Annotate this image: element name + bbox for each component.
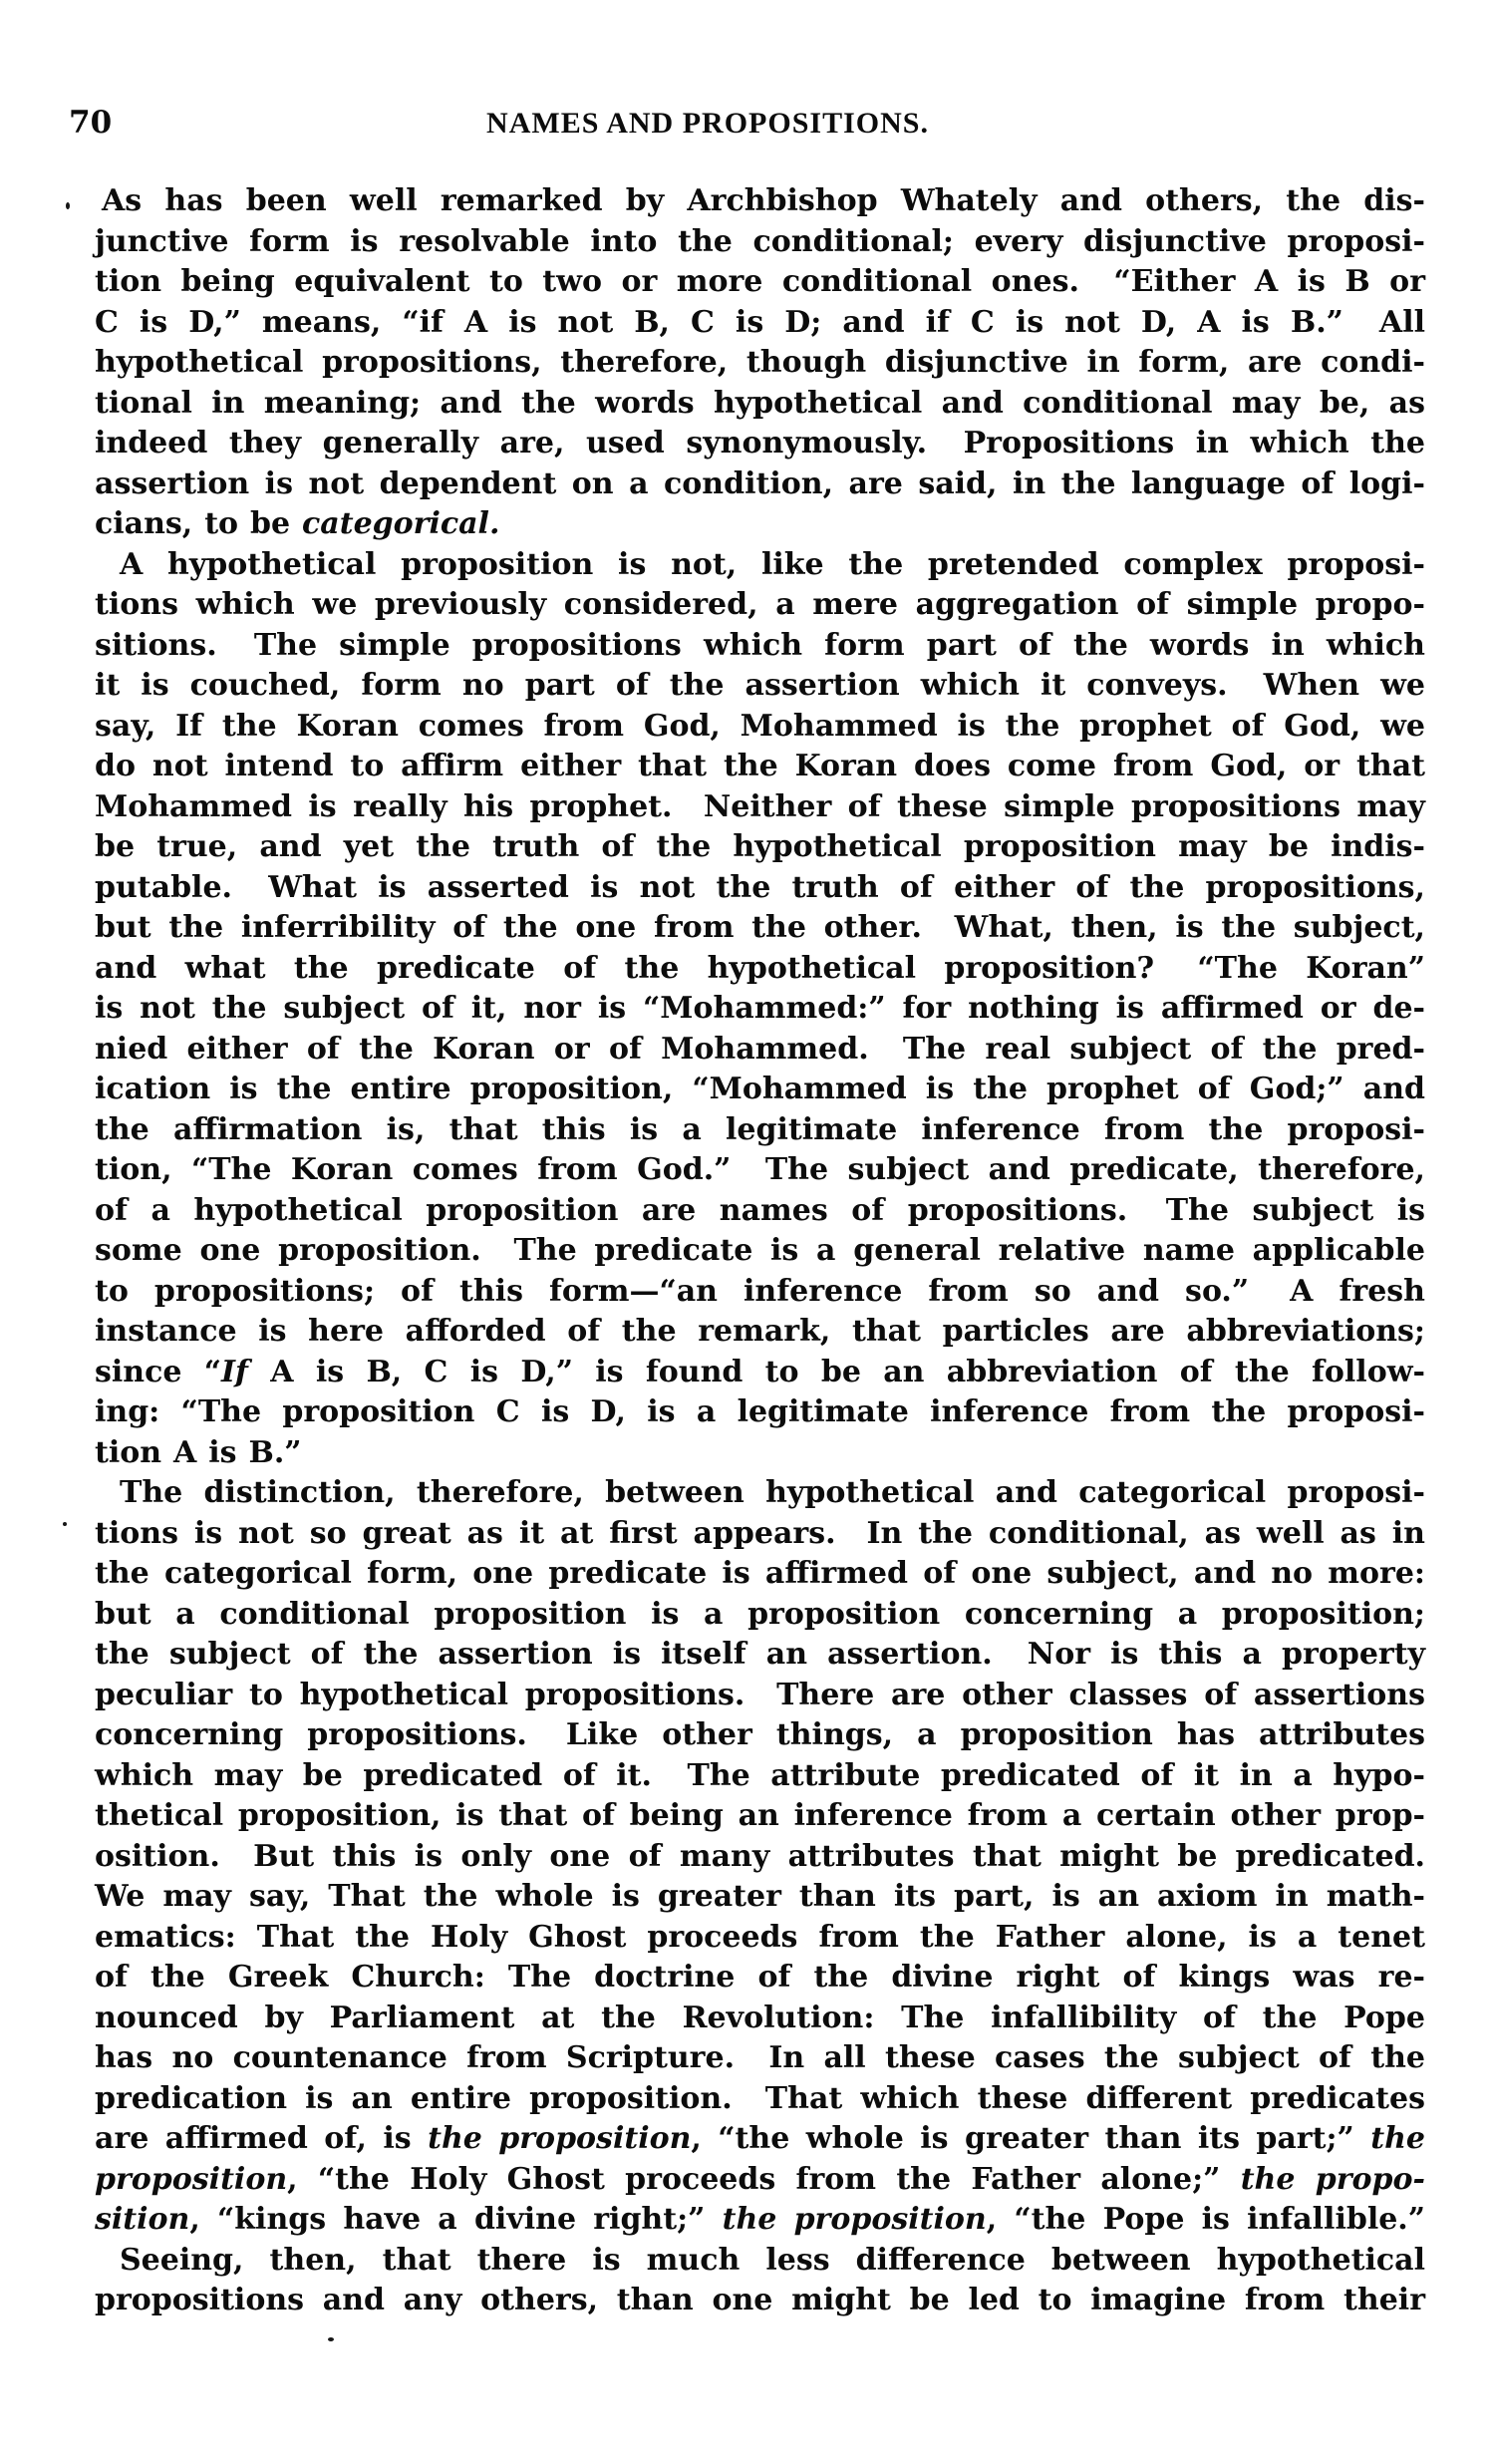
text-line: the subject of the assertion is itself an assertion. Nor is this a property <box>95 1637 1425 1672</box>
body-text <box>95 181 1425 2321</box>
paragraph <box>95 2241 1425 2321</box>
text-line: The distinction, therefore, between hypothetical and categorical proposi- <box>120 1475 1425 1510</box>
text-line: tional in meaning; and the words hypothetical and conditional may be, as <box>95 385 1425 421</box>
text-line: ication is the entire proposition, “Mohammed is the prophet of God;” and <box>95 1072 1425 1106</box>
text-line: since “If A is B, C is D,” is found to be an abbreviation of the follow- <box>95 1354 1425 1389</box>
text-line: A hypothetical proposition is not, like the pretended complex proposi- <box>120 546 1425 582</box>
text-line: indeed they generally are, used synonymously. Propositions in which the <box>95 426 1425 461</box>
text-line: assertion is not dependent on a condition, are said, in the language of logi- <box>95 465 1425 501</box>
text-line: but a conditional proposition is a proposition concerning a proposition; <box>95 1596 1425 1632</box>
text-line: tion A is B.” <box>95 1434 302 1470</box>
text-line: and what the predicate of the hypothetical proposition? “The Koran” <box>95 950 1425 986</box>
text-line: cians, to be categorical. <box>95 506 500 541</box>
text-line: C is D,” means, “if A is not B, C is D; and if C is not D, A is B.” All <box>95 304 1425 340</box>
text-line: ematics: That the Holy Ghost proceeds from the Father alone, is a tenet <box>95 1919 1425 1955</box>
text-line: Seeing, then, that there is much less difference between hypothetical <box>120 2242 1425 2278</box>
text-line: are affirmed of, is the proposition, “the whole is greater than its part;” the <box>95 2121 1425 2156</box>
scan-speck <box>328 2337 334 2341</box>
text-line: tion being equivalent to two or more conditional ones. “Either A is B or <box>95 264 1425 299</box>
text-line: As has been well remarked by Archbishop Whately and others, the dis- <box>102 183 1425 218</box>
scan-speck <box>63 1522 67 1526</box>
text-line: say, If the Koran comes from God, Mohammed is the prophet of God, we <box>95 708 1425 744</box>
running-header: NAMES AND PROPOSITIONS. <box>486 107 929 140</box>
text-line: nounced by Parliament at the Revolution: The infallibility of the Pope <box>95 2000 1425 2035</box>
paragraph <box>95 545 1425 1474</box>
text-line: sition, “kings have a divine right;” the proposition, “the Pope is infallible.” <box>95 2202 1426 2237</box>
paragraph <box>95 181 1425 545</box>
text-line: be true, and yet the truth of the hypothetical proposition may be indis- <box>95 829 1425 864</box>
scan-speck <box>66 202 70 209</box>
text-line: the affirmation is, that this is a legitimate inference from the proposi- <box>95 1111 1425 1147</box>
text-line: putable. What is asserted is not the truth of either of the propositions, <box>95 869 1425 905</box>
text-line: do not intend to affirm either that the Koran does come from God, or that <box>95 749 1425 783</box>
text-line: but the inferribility of the one from the other. What, then, is the subject, <box>95 910 1425 945</box>
text-line: tion, “The Koran comes from God.” The subject and predicate, therefore, <box>95 1152 1425 1187</box>
text-line: sitions. The simple propositions which form part of the words in which <box>95 627 1425 663</box>
text-line: ing: “The proposition C is D, is a legitimate inference from the proposi- <box>95 1394 1425 1429</box>
text-line: junctive form is resolvable into the conditional; every disjunctive proposi- <box>95 223 1425 259</box>
text-line: of a hypothetical proposition are names of propositions. The subject is <box>95 1192 1425 1228</box>
text-line: propositions and any others, than one might be led to imagine from their <box>95 2283 1425 2317</box>
text-line: which may be predicated of it. The attribute predicated of it in a hypo- <box>95 1757 1425 1793</box>
text-line: instance is here afforded of the remark, that particles are abbreviations; <box>95 1314 1425 1349</box>
text-line: thetical proposition, is that of being an inference from a certain other prop- <box>95 1798 1425 1833</box>
text-line: concerning propositions. Like other things, a proposition has attributes <box>95 1717 1425 1752</box>
text-line: peculiar to hypothetical propositions. There are other classes of assertions <box>95 1677 1425 1712</box>
paragraph <box>95 1473 1425 2241</box>
text-line: nied either of the Koran or of Mohammed. The real subject of the pred- <box>95 1031 1425 1067</box>
text-line: to propositions; of this form—“an inference from so and so.” A fresh <box>95 1273 1425 1309</box>
page-number: 70 <box>69 105 113 141</box>
text-line: osition. But this is only one of many attributes that might be predicated. <box>95 1838 1425 1874</box>
text-line: it is couched, form no part of the assertion which it conveys. When we <box>95 668 1425 703</box>
text-line: predication is an entire proposition. That which these different predicates <box>95 2080 1425 2116</box>
text-line: We may say, That the whole is greater than its part, is an axiom in math- <box>95 1879 1425 1914</box>
text-line: is not the subject of it, nor is “Mohammed:” for nothing is affirmed or de- <box>95 991 1425 1026</box>
text-line: of the Greek Church: The doctrine of the divine right of kings was re- <box>95 1960 1425 1995</box>
text-line: proposition, “the Holy Ghost proceeds from the Father alone;” the propo- <box>95 2161 1425 2197</box>
text-line: has no countenance from Scripture. In all these cases the subject of the <box>95 2040 1425 2075</box>
text-line: tions which we previously considered, a mere aggregation of simple propo- <box>95 587 1425 622</box>
text-line: hypothetical propositions, therefore, though disjunctive in form, are condi- <box>95 345 1425 380</box>
text-line: some one proposition. The predicate is a general relative name applicable <box>95 1233 1425 1268</box>
text-line: Mohammed is really his prophet. Neither of these simple propositions may <box>95 788 1425 824</box>
text-line: the categorical form, one predicate is affirmed of one subject, and no more: <box>95 1556 1425 1591</box>
text-line: tions is not so great as it at first appears. In the conditional, as well as in <box>95 1515 1425 1551</box>
